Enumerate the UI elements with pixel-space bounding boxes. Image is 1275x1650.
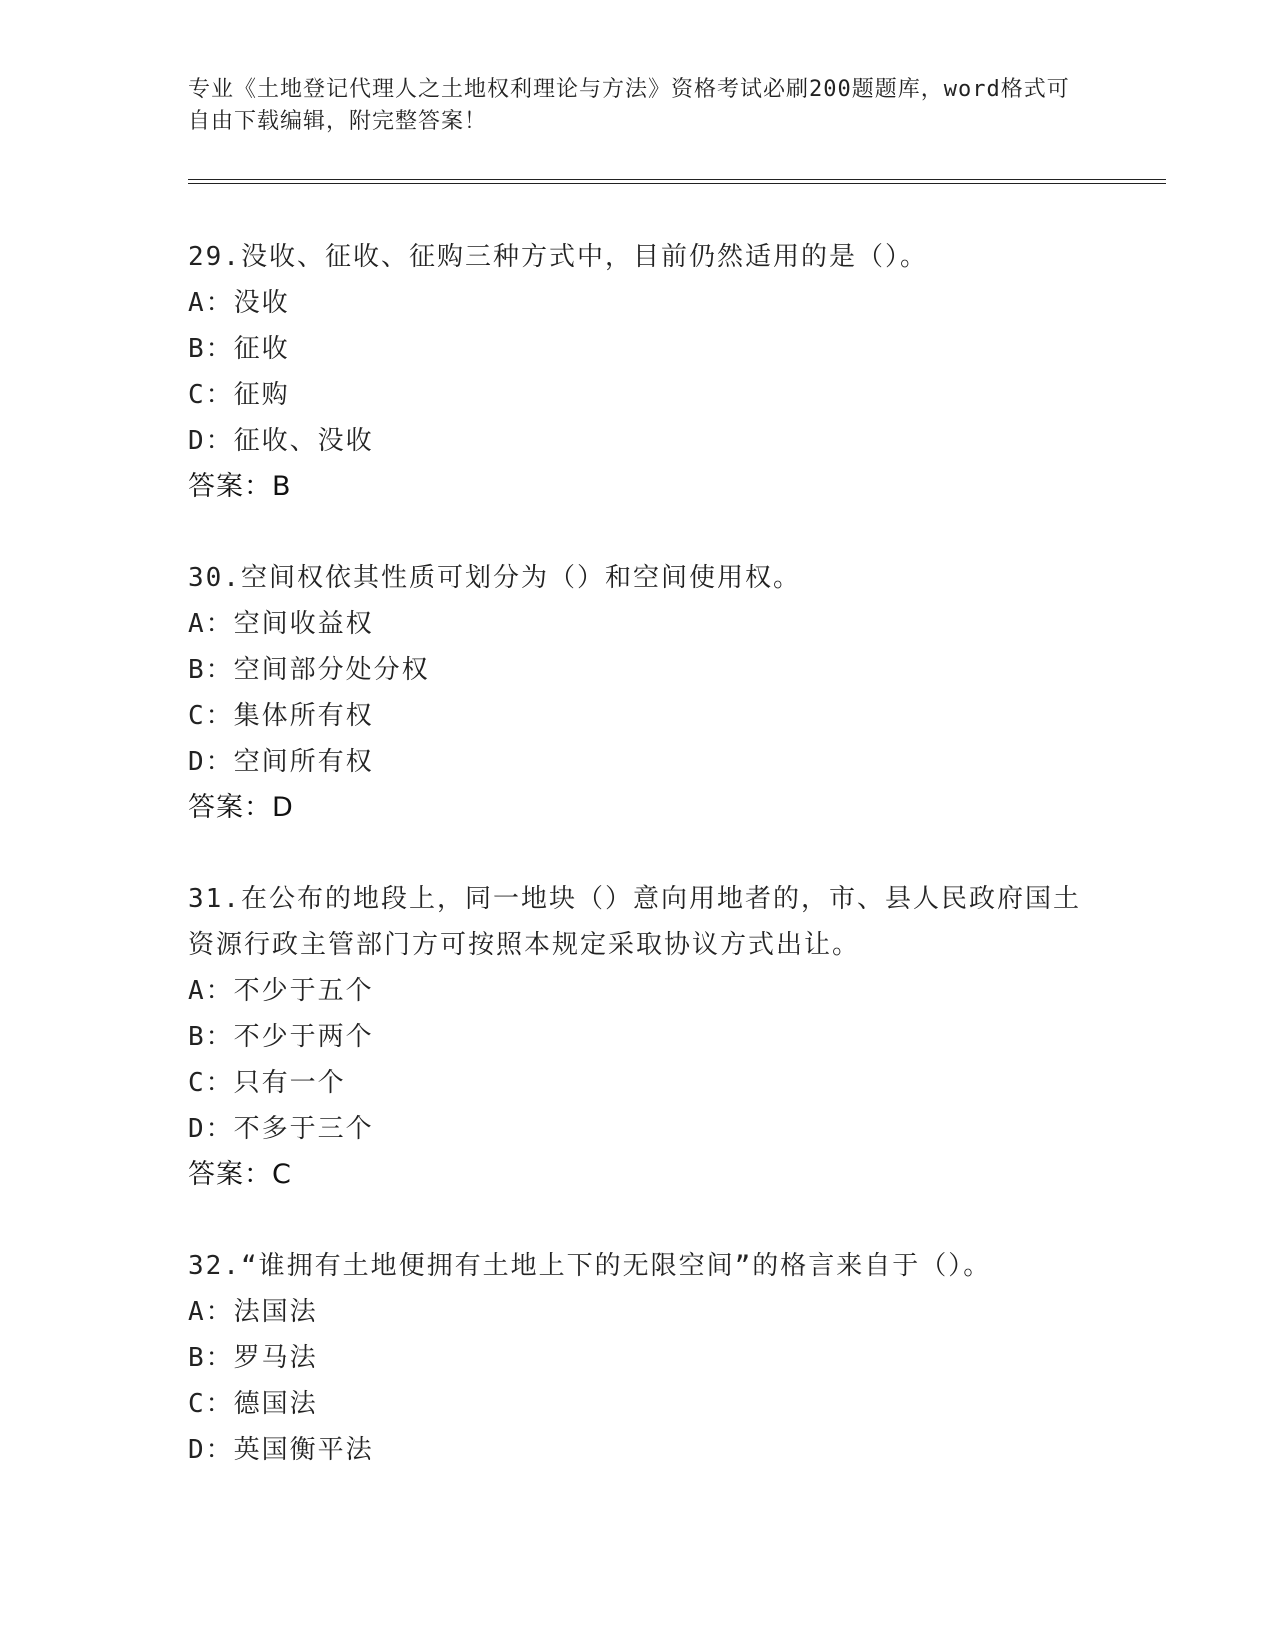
option-b: B：征收 — [188, 334, 290, 364]
option-b: B：空间部分处分权 — [188, 655, 430, 685]
option-c: C：德国法 — [188, 1389, 318, 1419]
document-header: 专业《土地登记代理人之土地权利理论与方法》资格考试必刷200题题库，word格式可自由下载编辑，附完整答案！ — [188, 77, 1070, 134]
option-a: A：不少于五个 — [188, 976, 374, 1006]
option-c: C：只有一个 — [188, 1068, 346, 1098]
question-stem: 29.没收、征收、征购三种方式中，目前仍然适用的是（）。 — [188, 242, 928, 272]
option-d: D：征收、没收 — [188, 426, 374, 456]
header-double-rule — [188, 179, 1166, 184]
option-c: C：征购 — [188, 380, 290, 410]
option-d: D：英国衡平法 — [188, 1435, 374, 1465]
option-b: B：罗马法 — [188, 1343, 318, 1373]
question-31 — [188, 876, 1088, 1198]
answer-line: 答案：B — [188, 471, 292, 502]
question-stem: 30.空间权依其性质可划分为（）和空间使用权。 — [188, 563, 801, 593]
question-32 — [188, 1243, 1088, 1473]
question-stem: 32.“谁拥有土地便拥有土地上下的无限空间”的格言来自于（）。 — [188, 1251, 992, 1281]
option-a: A：空间收益权 — [188, 609, 374, 639]
answer-line: 答案：D — [188, 792, 294, 823]
question-30 — [188, 555, 1088, 831]
answer-line: 答案：C — [188, 1159, 292, 1190]
question-29 — [188, 234, 1088, 510]
option-a: A：法国法 — [188, 1297, 318, 1327]
option-c: C：集体所有权 — [188, 701, 374, 731]
option-b: B：不少于两个 — [188, 1022, 374, 1052]
option-d: D：空间所有权 — [188, 747, 374, 777]
option-d: D：不多于三个 — [188, 1114, 374, 1144]
question-stem: 31.在公布的地段上，同一地块（）意向用地者的，市、县人民政府国土资源行政主管部门方可按照本规定采取协议方式出让。 — [188, 884, 1081, 960]
option-a: A：没收 — [188, 288, 290, 318]
